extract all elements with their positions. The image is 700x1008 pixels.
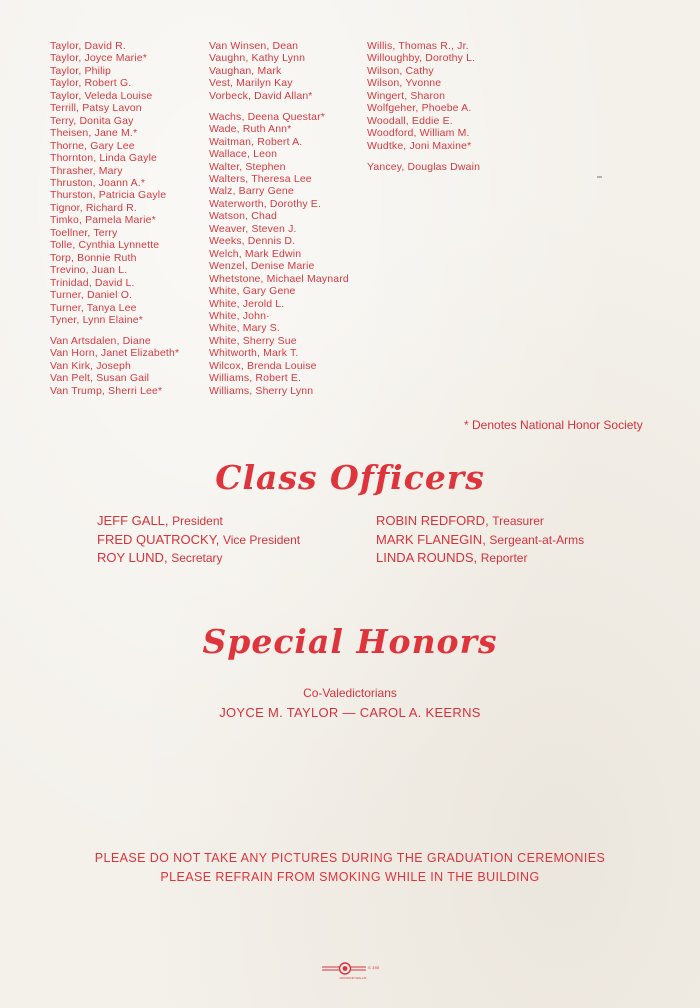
valedictorian-names: JOYCE M. TAYLOR — CAROL A. KEERNS	[219, 705, 481, 720]
officer-entry: MARK FLANEGIN, Sergeant-at-Arms	[376, 531, 585, 547]
graduate-name: Taylor, Veleda Louise	[50, 89, 153, 102]
graduate-name: Thornton, Linda Gayle	[50, 152, 158, 165]
graduate-name: Wade, Ruth Ann*	[209, 123, 292, 136]
graduate-name: Thrasher, Mary	[50, 164, 123, 177]
graduate-name: Van Trump, Sherri Lee*	[50, 384, 163, 397]
graduate-name: Vest, Marilyn Kay	[209, 77, 293, 90]
graduate-name: Walters, Theresa Lee	[209, 173, 312, 186]
officer-entry: LINDA ROUNDS, Reporter	[376, 550, 528, 565]
graduate-name: Toellner, Terry	[50, 226, 118, 239]
paper-speck	[597, 176, 602, 178]
graduate-name: Wolfgeher, Phoebe A.	[367, 102, 472, 115]
graduate-name: Yancey, Douglas Dwain	[367, 160, 481, 173]
graduate-name: Timko, Pamela Marie*	[50, 214, 156, 227]
printer-name: RAYMOND WALLIS	[339, 976, 367, 980]
graduate-name: Williams, Robert E.	[209, 372, 302, 385]
graduate-name: Taylor, Philip	[50, 64, 112, 77]
graduate-name: Tignor, Richard R.	[50, 201, 137, 214]
name-column-1	[50, 40, 179, 397]
graduate-name: White, Mary S.	[209, 322, 280, 335]
graduate-name: Van Artsdalen, Diane	[50, 334, 151, 347]
officer-entry: ROBIN REDFORD, Treasurer	[376, 513, 544, 528]
graduate-name: Terrill, Patsy Lavon	[50, 102, 142, 115]
graduate-name: Torp, Bonnie Ruth	[50, 251, 137, 264]
officer-role: President	[172, 514, 223, 528]
officers-left-column	[97, 512, 300, 568]
graduate-name: Woodall, Eddie E.	[367, 114, 453, 127]
graduate-name: Wingert, Sharon	[367, 89, 446, 102]
graduate-name: Taylor, Robert G.	[50, 77, 132, 90]
graduate-name: Weaver, Steven J.	[209, 222, 297, 235]
graduate-name: Van Pelt, Susan Gail	[50, 372, 150, 385]
graduate-name: Whitworth, Mark T.	[209, 347, 299, 360]
officer-role: Treasurer	[492, 514, 544, 528]
name-column-2	[209, 40, 349, 397]
graduate-name: Weeks, Dennis D.	[209, 235, 296, 248]
graduate-name: White, Jerold L.	[209, 297, 285, 310]
graduate-name: Turner, Daniel O.	[50, 289, 133, 302]
officer-entry: ROY LUND, Secretary	[97, 550, 223, 565]
graduate-name: Vaughan, Mark	[209, 64, 282, 77]
special-honors-heading: Special Honors	[202, 622, 498, 661]
graduate-name: Watson, Chad	[209, 210, 277, 223]
graduate-name: Vaughn, Kathy Lynn	[209, 52, 306, 65]
graduate-name: Thruston, Joann A.*	[50, 176, 146, 189]
graduate-name: Walz, Barry Gene	[209, 185, 294, 198]
graduate-name: Trevino, Juan L.	[50, 264, 128, 277]
officer-role: Reporter	[480, 551, 528, 565]
no-pictures-notice: PLEASE DO NOT TAKE ANY PICTURES DURING THE GRADUATION CEREMONIES	[94, 851, 606, 865]
graduate-name: Van Winsen, Dean	[209, 40, 299, 52]
graduate-name: Welch, Mark Edwin	[209, 247, 302, 260]
graduate-name: Turner, Tanya Lee	[50, 301, 137, 314]
graduate-name: Van Kirk, Joseph	[50, 359, 131, 372]
co-valedictorians-label: Co-Valedictorians	[303, 686, 397, 700]
officer-role: Secretary	[171, 551, 223, 565]
graduate-name: Thurston, Patricia Gayle	[50, 189, 167, 202]
officers-right-column	[376, 512, 584, 568]
officer-entry: JEFF GALL, President	[97, 513, 223, 528]
graduate-name: Waitman, Robert A.	[209, 135, 303, 148]
graduate-name: Wilson, Yvonne	[367, 77, 442, 90]
graduate-name: White, John·	[209, 310, 270, 323]
graduate-name: Woodford, William M.	[367, 127, 470, 140]
class-officers-heading: Class Officers	[215, 458, 485, 497]
graduate-name: Taylor, David R.	[50, 40, 126, 52]
graduate-name: Wilson, Cathy	[367, 64, 434, 77]
graduate-name: Wallace, Leon	[209, 148, 278, 161]
group-spacer	[209, 102, 349, 111]
graduate-name: Tolle, Cynthia Lynnette	[50, 239, 160, 252]
graduate-name: Taylor, Joyce Marie*	[50, 52, 147, 65]
graduate-name: Wilcox, Brenda Louise	[209, 359, 317, 372]
graduate-name: Waterworth, Dorothy E.	[209, 197, 322, 210]
graduate-name: White, Gary Gene	[209, 285, 296, 298]
graduate-name: Wudtke, Joni Maxine*	[367, 139, 472, 152]
graduate-name: Thorne, Gary Lee	[50, 139, 135, 152]
graduate-name: Whetstone, Michael Maynard	[209, 272, 349, 285]
graduate-name: Terry, Donita Gay	[50, 114, 134, 127]
graduate-name: Vorbeck, David Allan*	[209, 89, 313, 102]
graduate-name: Van Horn, Janet Elizabeth*	[50, 347, 180, 360]
graduate-name: Trinidad, David L.	[50, 276, 135, 289]
officer-name: LINDA ROUNDS	[376, 550, 474, 565]
printer-code: S 395	[368, 965, 380, 970]
group-spacer	[50, 326, 179, 335]
officer-entry: FRED QUATROCKY, Vice President	[97, 531, 301, 547]
honor-society-note: * Denotes National Honor Society	[464, 418, 643, 432]
no-smoking-notice: PLEASE REFRAIN FROM SMOKING WHILE IN THE BUILDING	[160, 870, 540, 884]
graduate-name: Walter, Stephen	[209, 160, 286, 173]
graduate-name: Wachs, Deena Questar*	[209, 110, 325, 123]
graduate-name: White, Sherry Sue	[209, 334, 297, 347]
group-spacer	[367, 152, 480, 161]
officer-role: Sergeant-at-Arms	[489, 532, 585, 547]
graduate-name: Willoughby, Dorothy L.	[367, 52, 476, 65]
officer-name: ROY LUND	[97, 550, 164, 565]
graduate-name: Williams, Sherry Lynn	[209, 384, 314, 397]
officer-name: FRED QUATROCKY	[97, 531, 216, 547]
name-column-3	[367, 40, 480, 173]
officer-name: ROBIN REDFORD	[376, 513, 486, 528]
graduate-name: Tyner, Lynn Elaine*	[50, 313, 143, 326]
officer-role: Vice President	[222, 532, 301, 547]
graduate-name: Theisen, Jane M.*	[50, 127, 138, 140]
officer-name: JEFF GALL	[97, 513, 165, 528]
graduate-name: Willis, Thomas R., Jr.	[367, 40, 469, 52]
officer-name: MARK FLANEGIN	[376, 531, 483, 547]
graduate-name: Wenzel, Denise Marie	[209, 260, 315, 273]
